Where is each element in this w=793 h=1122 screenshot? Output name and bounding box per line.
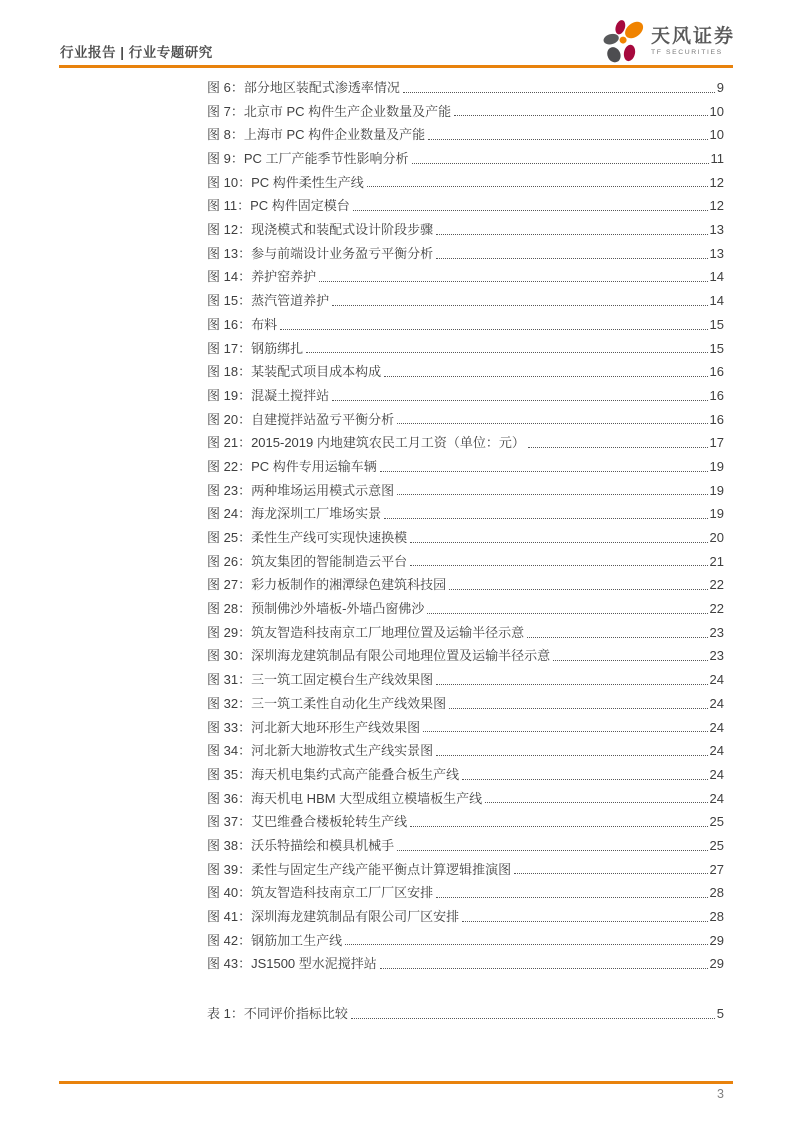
- toc-entry[interactable]: [207, 313, 724, 337]
- toc-leader-dots: [528, 447, 708, 448]
- toc-entry-label: 图 39：柔性与固定生产线产能平衡点计算逻辑推演图: [207, 861, 512, 877]
- toc-entry[interactable]: [207, 218, 724, 242]
- toc-entry-page: 14: [709, 269, 724, 285]
- toc-entry-label: 图 6：部分地区装配式渗透率情况: [207, 79, 400, 95]
- toc-entry-page: 12: [709, 198, 724, 214]
- toc-entry-label: 图 24：海龙深圳工厂堆场实景: [207, 506, 382, 522]
- toc-entry-label: 图 37：艾巴维叠合楼板轮转生产线: [207, 814, 408, 830]
- toc-leader-dots: [449, 589, 707, 590]
- toc-entry-page: 13: [709, 245, 724, 261]
- toc-entry[interactable]: [207, 645, 724, 669]
- toc-entry-page: 19: [709, 506, 724, 522]
- toc-entry[interactable]: [207, 360, 724, 384]
- toc-leader-dots: [332, 400, 707, 401]
- toc-leader-dots: [280, 329, 707, 330]
- toc-entry-page: 28: [709, 885, 724, 901]
- toc-entry-page: 24: [709, 790, 724, 806]
- toc-leader-dots: [410, 826, 707, 827]
- toc-entry-label: 图 38：沃乐特描绘和模具机械手: [207, 837, 395, 853]
- toc-leader-dots: [514, 873, 707, 874]
- toc-entry-page: 29: [709, 956, 724, 972]
- toc-entry-page: 14: [709, 293, 724, 309]
- toc-entry-page: 16: [709, 387, 724, 403]
- toc-entry[interactable]: [207, 502, 724, 526]
- toc-leader-dots: [436, 258, 707, 259]
- toc-leader-dots: [462, 779, 707, 780]
- toc-entry-page: 9: [716, 79, 724, 95]
- toc-entry-label: 图 32：三一筑工柔性自动化生产线效果图: [207, 695, 447, 711]
- toc-entry-label: 图 8：上海市 PC 构件企业数量及产能: [207, 127, 426, 143]
- toc-leader-dots: [380, 968, 708, 969]
- toc-entry[interactable]: [207, 763, 724, 787]
- toc-leader-dots: [436, 755, 707, 756]
- toc-entry-page: 27: [709, 861, 724, 877]
- tf-flower-icon: [602, 19, 646, 63]
- toc-entry-label: 图 22：PC 构件专用运输车辆: [207, 458, 377, 474]
- toc-entry[interactable]: [207, 455, 724, 479]
- toc-entry[interactable]: [207, 929, 724, 953]
- toc-entry[interactable]: [207, 171, 724, 195]
- toc-entry[interactable]: [207, 242, 724, 266]
- toc-entry[interactable]: [207, 431, 724, 455]
- toc-leader-dots: [397, 850, 707, 851]
- toc-entry-page: 25: [709, 814, 724, 830]
- toc-entry[interactable]: [207, 76, 724, 100]
- toc-entry-label: 图 7：北京市 PC 构件生产企业数量及产能: [207, 103, 452, 119]
- toc-entry-label: 图 31：三一筑工固定模台生产线效果图: [207, 672, 434, 688]
- toc-leader-dots: [412, 163, 709, 164]
- toc-leader-dots: [367, 186, 708, 187]
- toc-entry-label: 图 30：深圳海龙建筑制品有限公司地理位置及运输半径示意: [207, 648, 551, 664]
- toc-entry-page: 23: [709, 624, 724, 640]
- brand-name-cn: 天风证券: [650, 26, 735, 47]
- toc-entry-label: 图 23：两种堆场运用模式示意图: [207, 482, 395, 498]
- toc-entry-page: 25: [709, 837, 724, 853]
- toc-entry-label: 图 21：2015-2019 内地建筑农民工月工资（单位：元）: [207, 435, 525, 451]
- toc-entry-page: 24: [709, 695, 724, 711]
- page-number: 3: [717, 1087, 724, 1101]
- toc-entry[interactable]: [207, 621, 724, 645]
- toc-leader-dots: [454, 115, 707, 116]
- toc-leader-dots: [428, 139, 707, 140]
- toc-entry-page: 19: [709, 458, 724, 474]
- toc-leader-dots: [345, 944, 707, 945]
- toc-entry[interactable]: [207, 147, 724, 171]
- toc-entry[interactable]: [207, 952, 724, 976]
- toc-entry[interactable]: [207, 1002, 724, 1026]
- toc-leader-dots: [384, 518, 707, 519]
- toc-entry-label: 图 9：PC 工厂产能季节性影响分析: [207, 151, 409, 167]
- toc-entry-label: 图 19：混凝土搅拌站: [207, 387, 330, 403]
- toc-entry[interactable]: [207, 716, 724, 740]
- toc-entry-label: 图 27：彩力板制作的湘潭绿色建筑科技园: [207, 577, 447, 593]
- toc-entry[interactable]: [207, 573, 724, 597]
- toc-entry-page: 11: [710, 151, 724, 167]
- toc-entry-label: 图 18：某装配式项目成本构成: [207, 364, 382, 380]
- toc-leader-dots: [306, 352, 707, 353]
- toc-entry[interactable]: [207, 905, 724, 929]
- toc-leader-dots: [485, 802, 707, 803]
- tables-toc-section: [207, 1002, 724, 1026]
- toc-entry[interactable]: [207, 337, 724, 361]
- toc-entry-page: 21: [709, 553, 724, 569]
- toc-entry-page: 13: [709, 222, 724, 238]
- toc-entry[interactable]: [207, 881, 724, 905]
- toc-entry-page: 20: [709, 530, 724, 546]
- toc-entry-label: 图 41：深圳海龙建筑制品有限公司厂区安排: [207, 909, 460, 925]
- toc-entry-label: 图 16：布料: [207, 316, 278, 332]
- toc-entry-page: 10: [709, 103, 724, 119]
- toc-entry[interactable]: [207, 787, 724, 811]
- toc-entry[interactable]: [207, 597, 724, 621]
- toc-leader-dots: [436, 897, 707, 898]
- toc-entry-page: 24: [709, 719, 724, 735]
- toc-entry-page: 28: [709, 909, 724, 925]
- toc-leader-dots: [353, 210, 708, 211]
- toc-entry[interactable]: [207, 692, 724, 716]
- toc-entry[interactable]: [207, 408, 724, 432]
- toc-entry-page: 24: [709, 743, 724, 759]
- toc-entry[interactable]: [207, 289, 724, 313]
- toc-leader-dots: [410, 565, 707, 566]
- toc-leader-dots: [462, 921, 707, 922]
- toc-leader-dots: [332, 305, 707, 306]
- toc-entry-page: 22: [709, 601, 724, 617]
- toc-entry-label: 图 14：养护窑养护: [207, 269, 317, 285]
- toc-leader-dots: [403, 92, 715, 93]
- toc-entry-label: 图 34：河北新大地游牧式生产线实景图: [207, 743, 434, 759]
- toc-leader-dots: [436, 684, 707, 685]
- toc-entry-label: 图 35：海天机电集约式高产能叠合板生产线: [207, 766, 460, 782]
- toc-entry[interactable]: [207, 739, 724, 763]
- report-type-label: 行业报告 | 行业专题研究: [60, 45, 213, 60]
- toc-entry-label: 图 25：柔性生产线可实现快速换模: [207, 530, 408, 546]
- brand-logo: [602, 19, 735, 63]
- brand-wordmark: [651, 26, 735, 56]
- toc-entry[interactable]: [207, 100, 724, 124]
- toc-entry-page: 16: [709, 364, 724, 380]
- toc-entry-page: 19: [709, 482, 724, 498]
- toc-entry-label: 图 42：钢筋加工生产线: [207, 932, 343, 948]
- toc-entry-page: 12: [709, 174, 724, 190]
- toc-entry-label: 图 33：河北新大地环形生产线效果图: [207, 719, 421, 735]
- figures-toc-section: [207, 76, 724, 976]
- toc-entry[interactable]: [207, 384, 724, 408]
- toc-entry-page: 22: [709, 577, 724, 593]
- toc-leader-dots: [436, 234, 707, 235]
- toc-entry-page: 16: [709, 411, 724, 427]
- toc-leader-dots: [553, 660, 707, 661]
- toc-entry-label: 图 12：现浇模式和装配式设计阶段步骤: [207, 222, 434, 238]
- toc-leader-dots: [423, 731, 707, 732]
- footer-divider: [59, 1081, 733, 1084]
- toc-entry-page: 5: [716, 1006, 724, 1022]
- toc-entry[interactable]: [207, 834, 724, 858]
- toc-leader-dots: [351, 1018, 715, 1019]
- toc-entry[interactable]: [207, 526, 724, 550]
- toc-entry-page: 29: [709, 932, 724, 948]
- toc-leader-dots: [319, 281, 707, 282]
- toc-entry-label: 图 28：预制佛沙外墙板-外墙凸窗佛沙: [207, 601, 425, 617]
- toc-entry-label: 图 11：PC 构件固定模台: [207, 198, 350, 214]
- toc-entry[interactable]: [207, 668, 724, 692]
- toc-entry[interactable]: [207, 550, 724, 574]
- toc-entry[interactable]: [207, 266, 724, 290]
- toc-entry-label: 图 15：蒸汽管道养护: [207, 293, 330, 309]
- toc-leader-dots: [384, 376, 707, 377]
- toc-entry-page: 24: [709, 766, 724, 782]
- toc-entry-page: 15: [709, 316, 724, 332]
- toc-entry-page: 17: [709, 435, 724, 451]
- toc-leader-dots: [410, 542, 707, 543]
- toc-entry[interactable]: [207, 810, 724, 834]
- toc-entry-label: 图 36：海天机电 HBM 大型成组立模墙板生产线: [207, 790, 483, 806]
- toc-entry[interactable]: [207, 123, 724, 147]
- toc-leader-dots: [527, 637, 707, 638]
- toc-entry-page: 15: [709, 340, 724, 356]
- toc-entry-label: 图 26：筑友集团的智能制造云平台: [207, 553, 408, 569]
- toc-entry-label: 图 29：筑友智造科技南京工厂地理位置及运输半径示意: [207, 624, 525, 640]
- toc-entry-label: 图 10：PC 构件柔性生产线: [207, 174, 364, 190]
- toc-leader-dots: [397, 494, 707, 495]
- toc-leader-dots: [427, 613, 707, 614]
- toc-entry-label: 图 43：JS1500 型水泥搅拌站: [207, 956, 377, 972]
- toc-entry-page: 23: [709, 648, 724, 664]
- toc-entry-label: 表 1：不同评价指标比较: [207, 1006, 348, 1022]
- toc-leader-dots: [380, 471, 708, 472]
- toc-leader-dots: [449, 708, 707, 709]
- header-divider: [59, 65, 733, 68]
- toc-entry[interactable]: [207, 858, 724, 882]
- toc-entry-page: 10: [709, 127, 724, 143]
- toc-entry-label: 图 17：钢筋绑扎: [207, 340, 304, 356]
- toc-entry-label: 图 40：筑友智造科技南京工厂厂区安排: [207, 885, 434, 901]
- toc-list: [207, 76, 724, 1026]
- brand-name-en: TF SECURITIES: [650, 49, 723, 56]
- toc-entry[interactable]: [207, 479, 724, 503]
- toc-leader-dots: [397, 423, 707, 424]
- toc-entry-page: 24: [709, 672, 724, 688]
- toc-entry-label: 图 20：自建搅拌站盈亏平衡分析: [207, 411, 395, 427]
- toc-entry-label: 图 13：参与前端设计业务盈亏平衡分析: [207, 245, 434, 261]
- toc-entry[interactable]: [207, 194, 724, 218]
